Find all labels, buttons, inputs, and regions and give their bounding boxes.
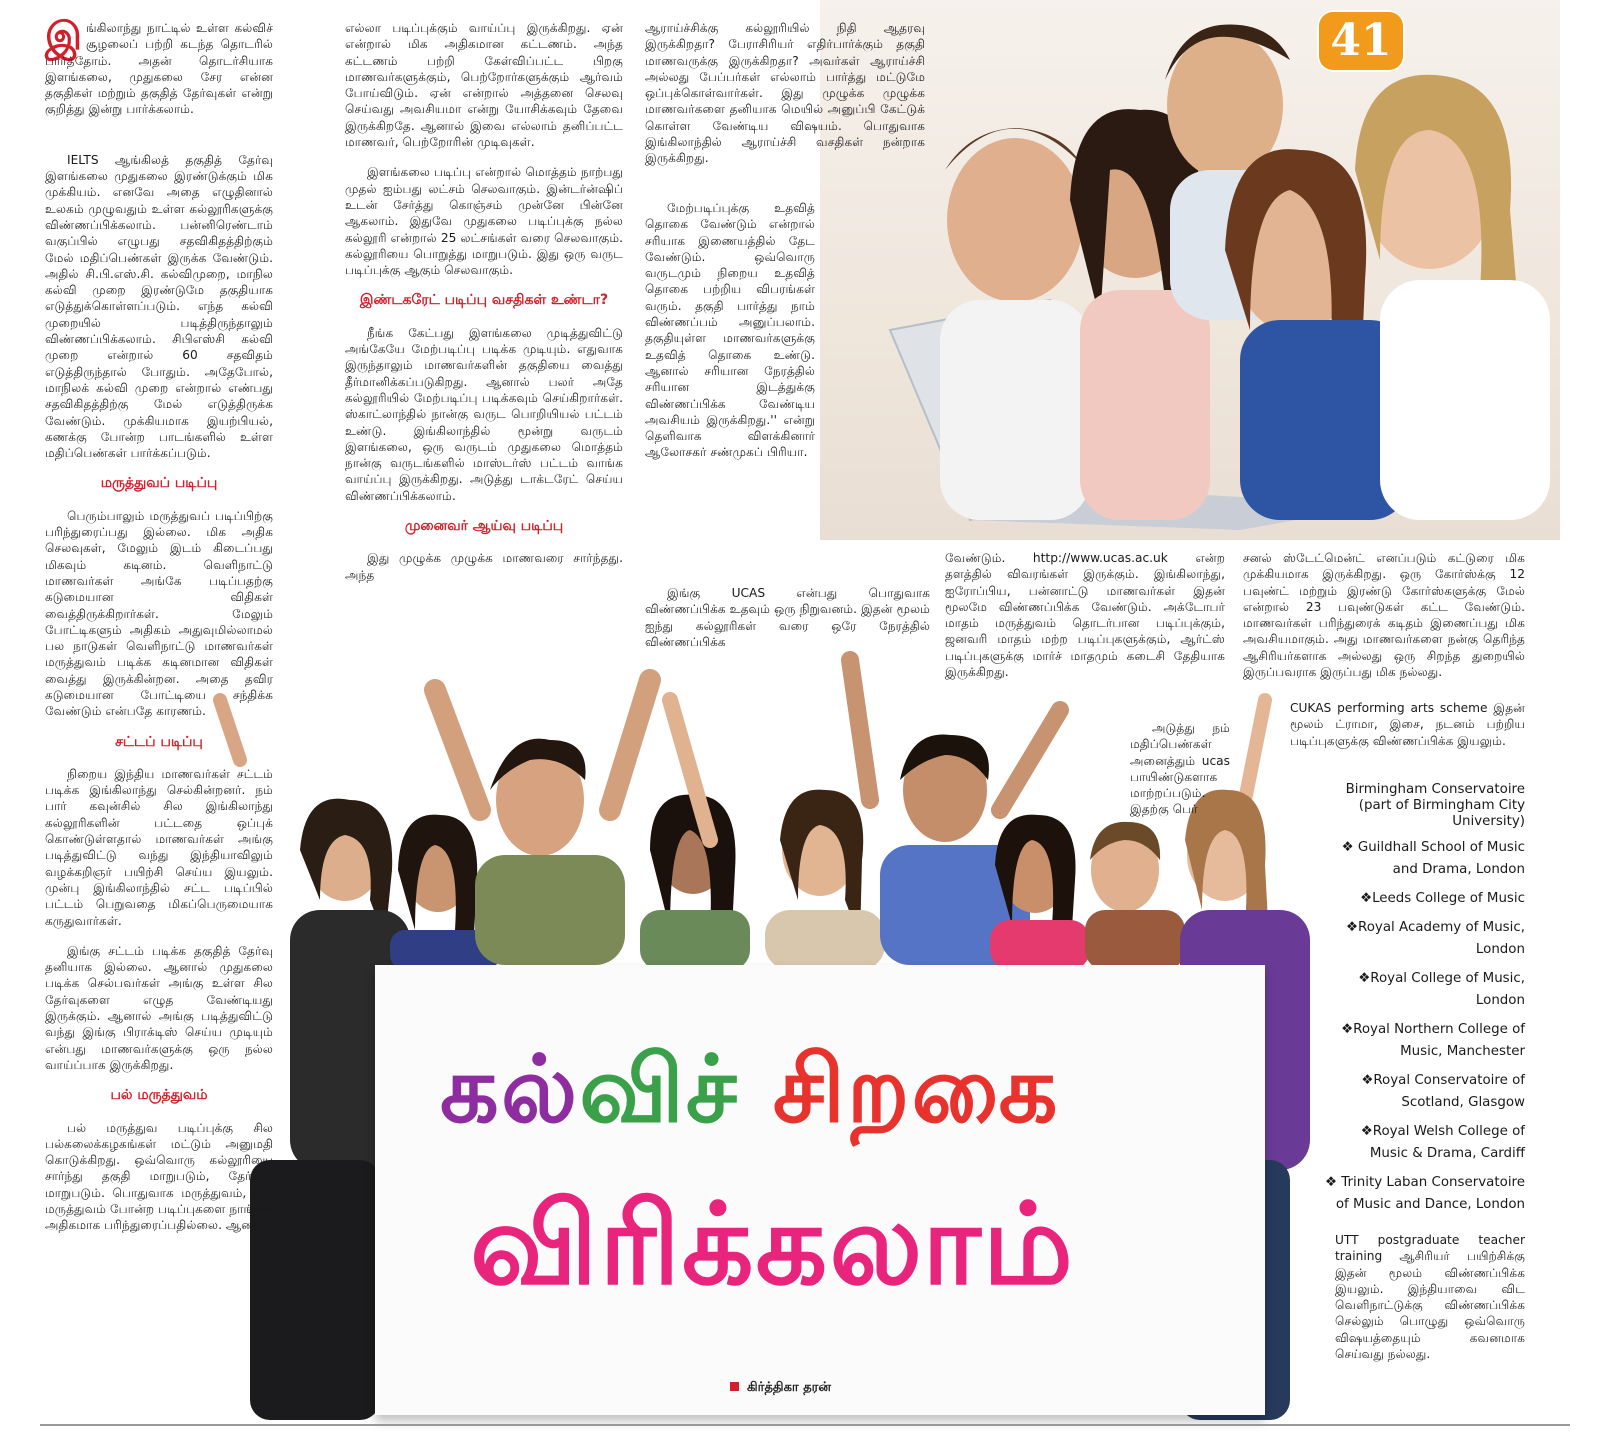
heading-medical: மருத்துவப் படிப்பு xyxy=(100,475,218,492)
headline-word-2: விச் xyxy=(579,1036,739,1143)
list-item: ❖Royal College of Music, London xyxy=(1358,971,1525,1008)
list-item: Birmingham Conservatoire (part of Birmingham City University) xyxy=(1345,782,1525,829)
column-3-narrow xyxy=(645,200,815,475)
column-5-narrow xyxy=(1290,700,1525,763)
col5-para-1: சனல் ஸ்டேட்மென்ட் எனப்படும் கட்டுரை மிக முக்கியமாக இருக்கிறது. ஒரு கோர்ஸ்க்கு 12 பவுண்ட் மற்றும் இரண்டு கோர்ஸ்களுக்கு மேல் என்றால் 23 பவுண்டுகள் கட்ட வேண்டும். மாணவர்கள் பரிந்துரைக் கடிதம் இணைப்பது மிக அவசியமாகும். அது மாணவர்களை நன்கு தெரிந்த ஆசிரியர்களாக அல்லது ஒரு சிறந்த துறையில் இருப்பவராக இருப்பது மிக நல்லது. xyxy=(1243,551,1525,680)
col1-para-3: நிறைய இந்திய மாணவர்கள் சட்டம் படிக்க இங்கிலாந்து செல்கின்றனர். நம் பார் கவுன்சில் சில இங்கிலாந்து கல்லூரிகளின் பட்டதை ஒப்புக் கொண்டுள்ளதால் மாணவர்கள் அங்கு படித்துவிட்டு வந்து இந்தியாவிலும் வழக்கறிஞர் பயிற்சி செய்ய இயலும். முன்பு இங்கிலாந்தில் சட்ட படிப்பில் பட்டம் பெறுவதை மிகப்பெருமையாக கருதுவார்கள். xyxy=(45,766,273,928)
column-2 xyxy=(345,20,623,597)
page-number-badge: 41 xyxy=(1317,10,1405,72)
col1-para-2: பெரும்பாலும் மருத்துவப் படிப்பிற்கு பரிந்துரைப்பது இல்லை. மிக அதிக செலவுகள், மேலும் இடம் கிடைப்பது மிகவும் கடினம். வெளிநாட்டு மாணவர்கள் அங்கே படிப்பதற்கு கடுமையான விதிகள் வைத்திருக்கிறார்கள். மேலும் போட்டிகளும் அதிகம் அதுவுமில்லாமல் பல நாடுகள் வெளிநாட்டு மாணவர்கள் மருத்துவம் படிக்க கடினமான விதிகள் வைத்து இருக்கின்றன. அதை தவிர கடுமையான போட்டியை சந்திக்க வேண்டும் என்பதே காரணம். xyxy=(45,508,273,719)
list-item: ❖Royal Conservatoire of Scotland, Glasgow xyxy=(1361,1073,1525,1110)
col5-para-3: UTT postgraduate teacher training ஆசிரியர் பயிற்சிக்கு இதன் மூலம் விண்ணப்பிக்க இயலும். இந்தியாவை விட வெளிநாட்டுக்கு விண்ணப்பிக்க செல்லும் பொழுது ஒவ்வொரு விஷயத்தையும் கவனமாக செய்வது நல்லது. xyxy=(1335,1233,1525,1362)
col1-para-4: இங்கு சட்டம் படிக்க தகுதித் தேர்வு தனியாக இல்லை. ஆனால் முதுகலை படிக்க செல்பவர்கள் அங்கு உள்ள சில தேர்வுகளை எழுத வேண்டியது இருக்கும். ஆனால் அங்கு படித்துவிட்டு வந்து இங்கு பிராக்டிஸ் செய்ய முடியும் என்பது மாணவர்களுக்கு ஒரு நல்ல வாய்ப்பாக இருக்கிறது. xyxy=(45,943,273,1072)
top-students-photo xyxy=(820,0,1560,540)
col3-para-1: ஆராய்ச்சிக்கு கல்லூரியில் நிதி ஆதரவு இருக்கிறதா? பேராசிரியர் எதிர்பார்க்கும் தகுதி மாணவருக்கு இருக்கிறதா? அவர்கள் ஆராய்ச்சி அல்லது பேப்பர்கள் எல்லாம் பார்த்து மட்டுமே ஒப்புக்கொள்வார்கள். இது முழுக்க முழுக்க மாணவர்களை தனியாக மெயில் அனுப்பி கேட்டுக் கொள்ள வேண்டிய விஷயம். பொதுவாக இங்கிலாந்தில் ஆராய்ச்சி வசதிகள் நன்றாக இருக்கிறது. xyxy=(645,21,925,166)
col3-para-3: இங்கு UCAS என்பது பொதுவாக விண்ணப்பிக்க உதவும் ஒரு நிறுவனம். இதன் மூலம் ஐந்து கல்லூரிகள் வரை ஒரே நேரத்தில் விண்ணப்பிக்க xyxy=(645,586,930,649)
list-item: ❖Royal Academy of Music, London xyxy=(1346,920,1525,957)
col2-para-4: இது முழுக்க முழுக்க மாணவரை சார்ந்தது. அந்த xyxy=(345,551,623,582)
list-item: ❖Royal Welsh College of Music & Drama, Cardiff xyxy=(1360,1124,1525,1161)
list-item: ❖Royal Northern College of Music, Manchester xyxy=(1341,1022,1525,1059)
column-4-narrow xyxy=(1130,720,1230,832)
drop-cap: இ xyxy=(45,14,82,58)
column-5 xyxy=(1243,550,1525,694)
heading-integrated: இண்டகரேட் படிப்பு வசதிகள் உண்டா? xyxy=(359,292,609,309)
intro-paragraph xyxy=(45,14,273,118)
byline xyxy=(730,1380,831,1396)
byline-marker xyxy=(730,1382,739,1391)
heading-dental: பல் மருத்துவம் xyxy=(110,1087,208,1104)
list-item: ❖ Trinity Laban Conservatoire of Music and Dance, London xyxy=(1325,1175,1525,1212)
col4-para-1: வேண்டும். http://www.ucas.ac.uk என்ற தளத்தில் விவரங்கள் இருக்கும். இங்கிலாந்து, ஐரோப்பிய, பன்னாட்டு மாணவர்கள் இதன் மூலமே விண்ணப்பிக்க வேண்டும். அக்டோபர் மாதம் மருத்துவம் தொடர்பான படிப்புக்கும், ஜனவரி மாதம் மற்ற படிப்புகளுக்கும், ஆர்ட்ஸ் படிப்புகளுக்கு மார்ச் மாதமும் கடைசி தேதியாக இருக்கிறது. xyxy=(945,551,1225,680)
students-illustration xyxy=(820,0,1560,540)
heading-phd: முனைவர் ஆய்வு படிப்பு xyxy=(404,518,564,535)
author-name: கிர்த்திகா தரன் xyxy=(747,1380,831,1395)
col2-para-2: இளங்கலை படிப்பு என்றால் மொத்தம் நாற்பது முதல் ஐம்பது லட்சம் செலவாகும். இன்டர்ன்ஷிப் உடன் சேர்த்து கொஞ்சம் முன்னே பின்னே ஆகலாம். இதுவே முதுகலை படிப்புக்கு நல்ல கல்லூரி என்றால் 25 லட்சங்கள் வரை செலவாகும். கல்லூரியை பொறுத்து மாறுபடும். இது ஒரு வருட படிப்புக்கு ஆகும் செலவாகும். xyxy=(345,165,623,278)
col1-para-1: IELTS ஆங்கிலத் தகுதித் தேர்வு இளங்கலை முதுகலை இரண்டுக்கும் மிக முக்கியம். எனவே அதை எழுதினால் உலகம் முழுவதும் உள்ள கல்லூரிகளுக்கு விண்ணப்பிக்கலாம். பன்னிரெண்டாம் வகுப்பில் எழுபது சதவிகிதத்திற்கும் மேல் மதிப்பெண்கள் இருக்க வேண்டும். அதில் சி.பி.எஸ்.சி. கல்விமுறை, மாநில கல்வி முறை இரண்டுமே தகுதியாக எடுத்துக்கொள்ளப்படும். எந்த கல்வி முறையில் படித்திருந்தாலும் விண்ணப்பிக்கலாம். சிபிஎஸ்சி கல்வி முறை என்றால் 60 சதவிதம் எடுத்திருந்தால் போதும். அதேபோல், மாநிலக் கல்வி முறை என்றால் எண்பது சதவிகிதத்திற்கு மேல் எடுத்திருக்க வேண்டும். முக்கியமாக இயற்பியல், கணக்கு போன்ற பாடங்களில் உள்ள மதிப்பெண்கள் பார்க்கப்படும். xyxy=(45,152,273,461)
column-5-bottom xyxy=(1335,1232,1525,1376)
intro-text: ங்கிலாந்து நாட்டில் உள்ள கல்விச் சூழலைப் பற்றி கடந்த தொடரில் பார்த்தோம். அதன் தொடர்சியாக இளங்கலை, முதுகலை சேர என்ன தகுதிகள் மற்றும் தகுதித் தேர்வுகள் என்று குறித்து இன்று பார்க்கலாம். xyxy=(45,21,273,117)
conservatoire-list xyxy=(1325,782,1525,1223)
col5-para-2: CUKAS performing arts scheme இதன் மூலம் ட்ராமா, இசை, நடனம் பற்றிய படிப்புகளுக்கு விண்ணப்பிக்க இயலும். xyxy=(1290,701,1525,748)
col4-para-2: அடுத்து நம் மதிப்பெண்கள் அனைத்தும் ucas பாயிண்டுகளாக மாற்றப்படும். இதற்கு பெர் xyxy=(1130,721,1230,817)
bottom-rule xyxy=(40,1424,1570,1426)
list-item: ❖Leeds College of Music xyxy=(1360,891,1525,906)
col1-para-5: பல் மருத்துவ படிப்புக்கு சில பல்கலைக்கழகங்கள் மட்டும் அனுமதி கொடுக்கிறது. ஒவ்வொரு கல்லூரியை சார்ந்து தகுதி மாறுபடும், தேர்வும் மாறுபடும். பொதுவாக மருத்துவம், பல் மருத்துவம் போன்ற படிப்புகளை நாங்கள் அதிகமாக பரிந்துரைப்பதில்லை. ஆனால் xyxy=(45,1120,273,1233)
headline-line-2: விரிக்கலாம் xyxy=(470,1180,1075,1310)
headline-line-1 xyxy=(440,1030,1059,1150)
column-4 xyxy=(945,550,1225,694)
headline-word-1: கல் xyxy=(440,1036,580,1143)
column-3-bottom xyxy=(645,585,930,664)
headline-word-3: சிறகை xyxy=(738,1036,1060,1143)
col2-para-1: எல்லா படிப்புக்கும் வாய்ப்பு இருக்கிறது. ஏன் என்றால் மிக அதிகமான கட்டணம். அந்த கட்டணம் பற்றி கேள்விப்பட்ட பிறகு மாணவர்களுக்கும், பெற்றோர்களுக்கும் ஆர்வம் போய்விடும். ஏன் என்றால் அத்தனை செலவு செய்வது அவசியமா என்று யோசிக்கவும் தேவை இருக்கிறதே. ஆனால் இவை எல்லாம் தனிப்பட்ட மாணவர், பெற்றோரின் முடிவுகள். xyxy=(345,21,623,150)
column-3 xyxy=(645,20,925,181)
heading-law: சட்டப் படிப்பு xyxy=(115,733,203,750)
col3-para-2: மேற்படிப்புக்கு உதவித் தொகை வேண்டும் என்றால் சரியாக இணையத்தில் தேட வேண்டும். ஒவ்வொரு வருடமும் நிறைய உதவித் தொகை பற்றிய விபரங்கள் வரும். தகுதி பார்த்து நாம் விண்ணப்பம் அனுப்பலாம். தகுதியுள்ள மாணவர்களுக்கு உதவித் தொகை உண்டு. ஆனால் சரியான நேரத்தில் சரியான இடத்துக்கு விண்ணப்பிக்க வேண்டிய அவசியம் இருக்கிறது.'' என்று தெளிவாக விளக்கினார் ஆலோசகர் சண்முகப் பிரியா. xyxy=(645,201,815,460)
col2-para-3: நீங்க கேட்பது இளங்கலை முடித்துவிட்டு அங்கேயே மேற்படிப்பு படிக்க முடியும். எதுவாக இருந்தாலும் மாணவர்களின் தகுதியை வைத்து தீர்மானிக்கப்படுகிறது. ஆனால் பலர் அதே கல்லூரியில் மேற்படிப்பு படிக்கவும் செய்கிறார்கள். ஸ்காட்லாந்தில் நான்கு வருட பொறியியல் பட்டம் உண்டு. இங்கிலாந்தில் மூன்று வருடம் இளங்கலை, ஒரு வருடம் முதுகலை மொத்தம் நான்கு வருடங்களில் மாஸ்டர்ஸ் பட்டம் வாங்க வாய்ப்பு இருக்கிறது. அடுத்து டாக்டரேட் செய்ய விண்ணப்பிக்கலாம். xyxy=(345,325,623,503)
column-1 xyxy=(45,14,273,1248)
list-item: ❖ Guildhall School of Music and Drama, London xyxy=(1341,840,1525,877)
